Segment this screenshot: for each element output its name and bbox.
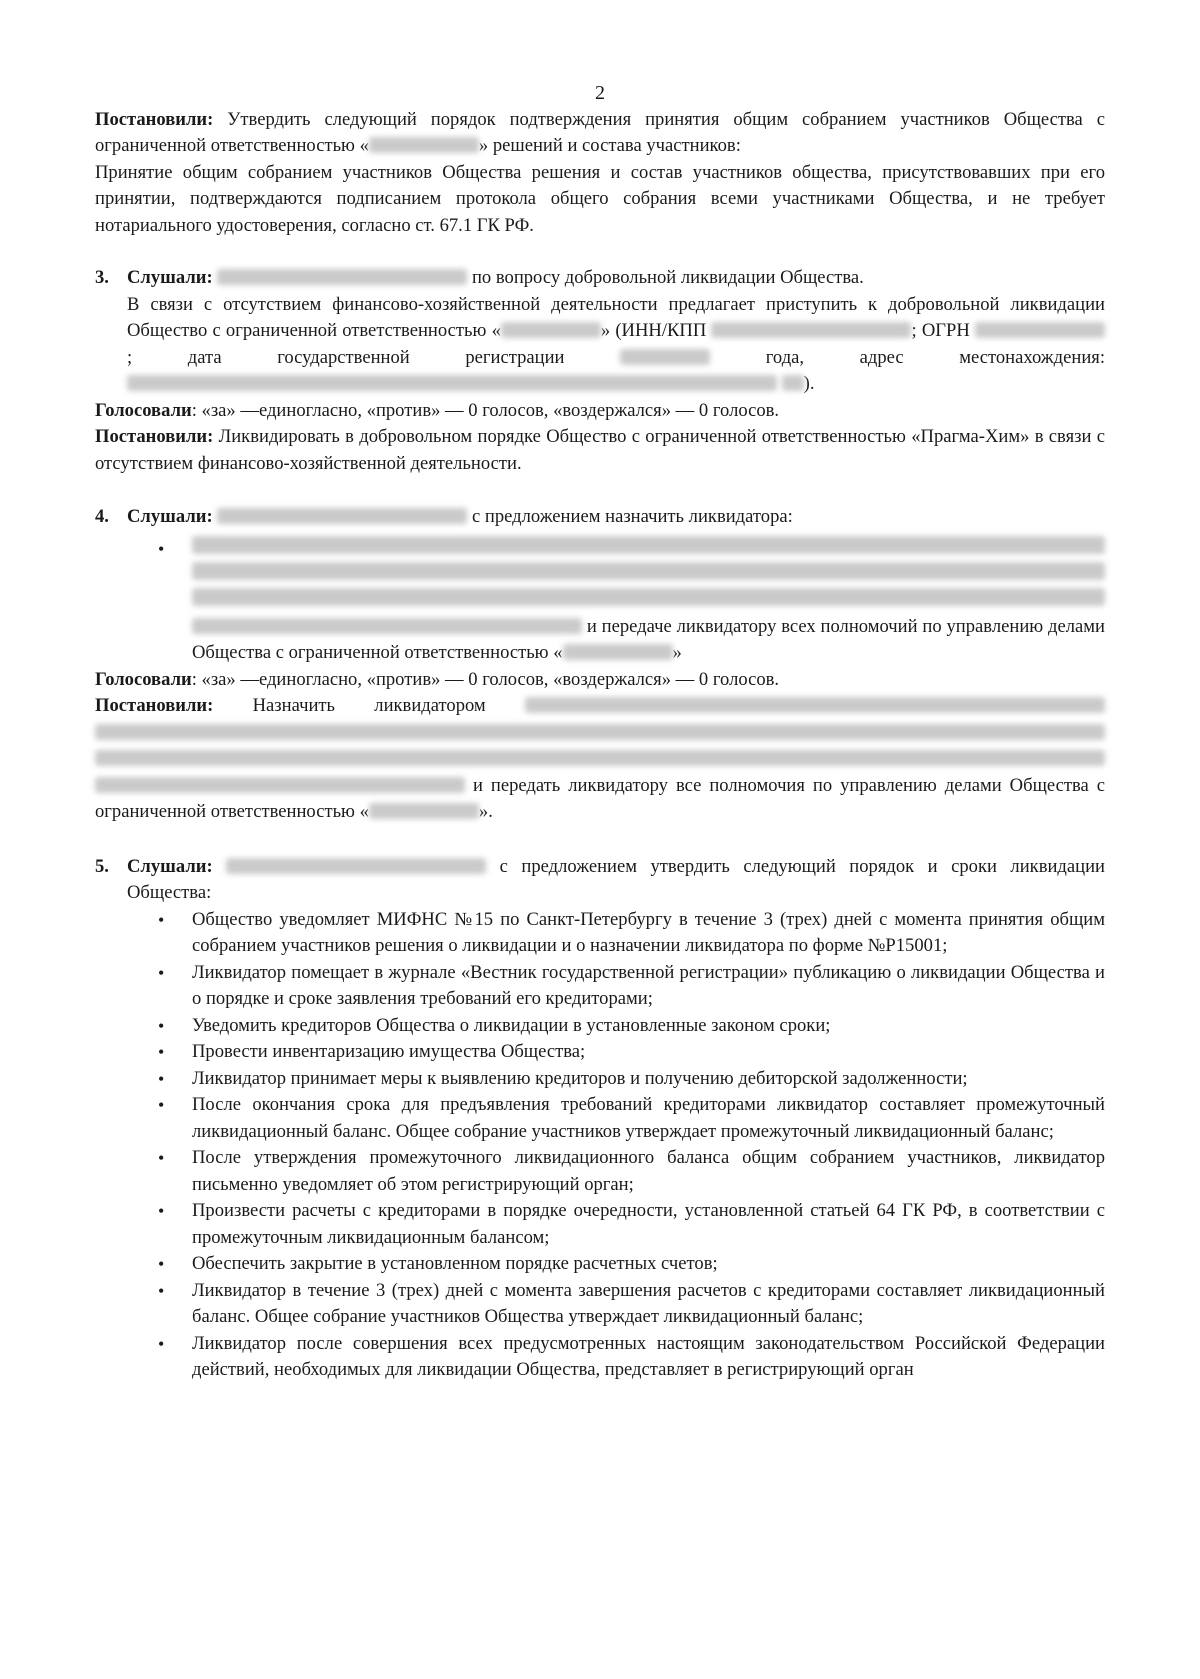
redacted-ogrn (975, 322, 1105, 338)
redacted-candidate-details (192, 536, 1105, 554)
redacted-speaker-name (217, 508, 467, 524)
list-item: • После утверждения промежуточного ликвидационного баланса общим собранием участников, ликвидатор письменно уведомляет об этом регистрирующий орган; (158, 1145, 1105, 1198)
item-number: 4. (95, 506, 109, 527)
list-item: • После окончания срока для предъявления требований кредиторами ликвидатор составляет промежуточный ликвидационный баланс. Общее собрание участников утверждает промежуточный ликвидационный баланс; (158, 1092, 1105, 1145)
redacted-liquidator-details (95, 724, 1105, 740)
vote-line (95, 398, 1105, 425)
resolved-label: Постановили: (95, 426, 214, 447)
liquidation-steps-list (95, 907, 1105, 1384)
agenda-item-4 (95, 504, 1105, 531)
resolved-tail: и передать ликвидатору все полномочия по управлению делами Общества с ограниченной ответственностью « (95, 774, 1105, 822)
agenda-item-3 (95, 265, 1105, 398)
redacted-speaker-name (217, 269, 467, 285)
list-item: • Обеспечить закрытие в установленном порядке расчетных счетов; (158, 1251, 1105, 1278)
resolved-text-end: » решений и состава участников: (478, 135, 741, 156)
heard-label: Слушали: (127, 267, 213, 288)
voted-label: Голосовали (95, 668, 192, 690)
heard-text: с предложением утвердить следующий порядок и сроки ликвидации Общества: (127, 855, 1105, 903)
heard-label: Слушали: (127, 855, 213, 877)
list-item: • Общество уведомляет МИФНС №15 по Санкт-Петербургу в течение 3 (трех) дней с момента принятия общим собранием участников решения о ликвидации и о назначении ликвидатора по форме №Р15001; (158, 907, 1105, 960)
resolved-text: Назначить ликвидатором (252, 695, 486, 716)
list-item: • Ликвидатор после совершения всех предусмотренных настоящим законодательством Российской Федерации действий, необходимых для ликвидации Общества, представляет в регистрирующий орган (158, 1331, 1105, 1384)
intro-paragraph: Принятие общим собранием участников Общества решения и состав участников общества, присутствовавших при его принятии, подтверждаются подписанием протокола общего собрания всеми участниками Общества, и не требует нотариального удостоверения, согласно ст. 67.1 ГК РФ. (95, 161, 1105, 236)
resolved-label: Постановили: (95, 695, 214, 716)
heard-label: Слушали: (127, 506, 213, 527)
resolved-label: Постановили: (95, 108, 214, 130)
redacted-candidate-details (192, 618, 582, 634)
redacted-candidate-details (192, 562, 1105, 580)
redacted-speaker-name (226, 858, 486, 874)
redacted-liquidator-details (95, 777, 465, 793)
heard-line (127, 504, 1105, 531)
redacted-liquidator-details (525, 697, 1105, 713)
proposal-paragraph (127, 292, 1105, 398)
heard-text: с предложением назначить ликвидатора: (471, 506, 793, 527)
list-item: • Провести инвентаризацию имущества Общества; (158, 1039, 1105, 1066)
voted-label: Голосовали (95, 399, 192, 421)
voted-text: : «за» —единогласно, «против» — 0 голосов, «воздержался» — 0 голосов. (191, 668, 780, 690)
intro-resolution (95, 107, 1105, 160)
item-number: 3. (95, 267, 109, 288)
proposal-text: ; дата государственной регистрации (127, 346, 565, 368)
proposal-text: ). (803, 373, 815, 394)
agenda-item-5 (95, 854, 1105, 907)
redacted-date (620, 349, 710, 365)
list-item (158, 536, 1105, 667)
heard-line (127, 265, 1105, 292)
redacted-candidate-details (192, 588, 1105, 606)
resolved-text: Ликвидировать в добровольном порядке Общество с ограниченной ответственностью «Прагма-Хим» в связи с отсутствием финансово-хозяйственной деятельности. (95, 426, 1105, 474)
resolved-text: Утвердить следующий порядок подтверждения принятия общим собранием участников Общества с ограниченной ответственностью « (95, 108, 1105, 156)
heard-text: по вопросу добровольной ликвидации Общества. (471, 267, 864, 288)
list-item: • Ликвидатор помещает в журнале «Вестник государственной регистрации» публикацию о ликвидации Общества и о порядке и сроке заявления требований его кредиторами; (158, 960, 1105, 1013)
proposal-text: В связи с отсутствием финансово-хозяйственной деятельности предлагает приступить к добровольной ликвидации Общество с ограниченной ответственностью « (127, 293, 1105, 341)
list-item: • Ликвидатор в течение 3 (трех) дней с момента завершения расчетов с кредиторами составляет ликвидационный баланс. Общее собрание участников Общества утверждает ликвидационный баланс; (158, 1278, 1105, 1331)
proposal-text: года, адрес местонахождения: (765, 346, 1105, 368)
redacted-company-name (501, 322, 601, 338)
redacted-address (782, 375, 804, 391)
bullet-text-end: » (672, 642, 682, 663)
redacted-company-name (563, 644, 673, 660)
list-item: • Уведомить кредиторов Общества о ликвидации в установленные законом сроки; (158, 1013, 1105, 1040)
vote-line (95, 667, 1105, 694)
resolved-end: ». (478, 801, 493, 822)
item-number: 5. (95, 855, 109, 877)
redacted-company-name (369, 137, 479, 153)
liquidator-candidate-list (95, 536, 1105, 667)
list-item: • Произвести расчеты с кредиторами в порядке очередности, установленной статьей 64 ГК РФ, в соответствии с промежуточным ликвидационным балансом; (158, 1198, 1105, 1251)
proposal-text: ; ОГРН (911, 320, 970, 341)
bullet-text: и передаче ликвидатору всех полномочий по управлению делами Общества с ограниченной ответственностью « (192, 615, 1105, 663)
redacted-liquidator-details (95, 750, 1105, 766)
redacted-address (127, 375, 777, 391)
redacted-company-name (369, 803, 479, 819)
page-number: 2 (595, 82, 605, 104)
voted-text: : «за» —единогласно, «против» — 0 голосов, «воздержался» — 0 голосов. (191, 399, 780, 421)
list-item: • Ликвидатор принимает меры к выявлению кредиторов и получению дебиторской задолженности; (158, 1066, 1105, 1093)
resolution-line (95, 424, 1105, 477)
heard-line (127, 854, 1105, 907)
proposal-text: » (ИНН/КПП (600, 320, 707, 341)
resolution-line (95, 693, 1105, 826)
redacted-inn (711, 322, 911, 338)
